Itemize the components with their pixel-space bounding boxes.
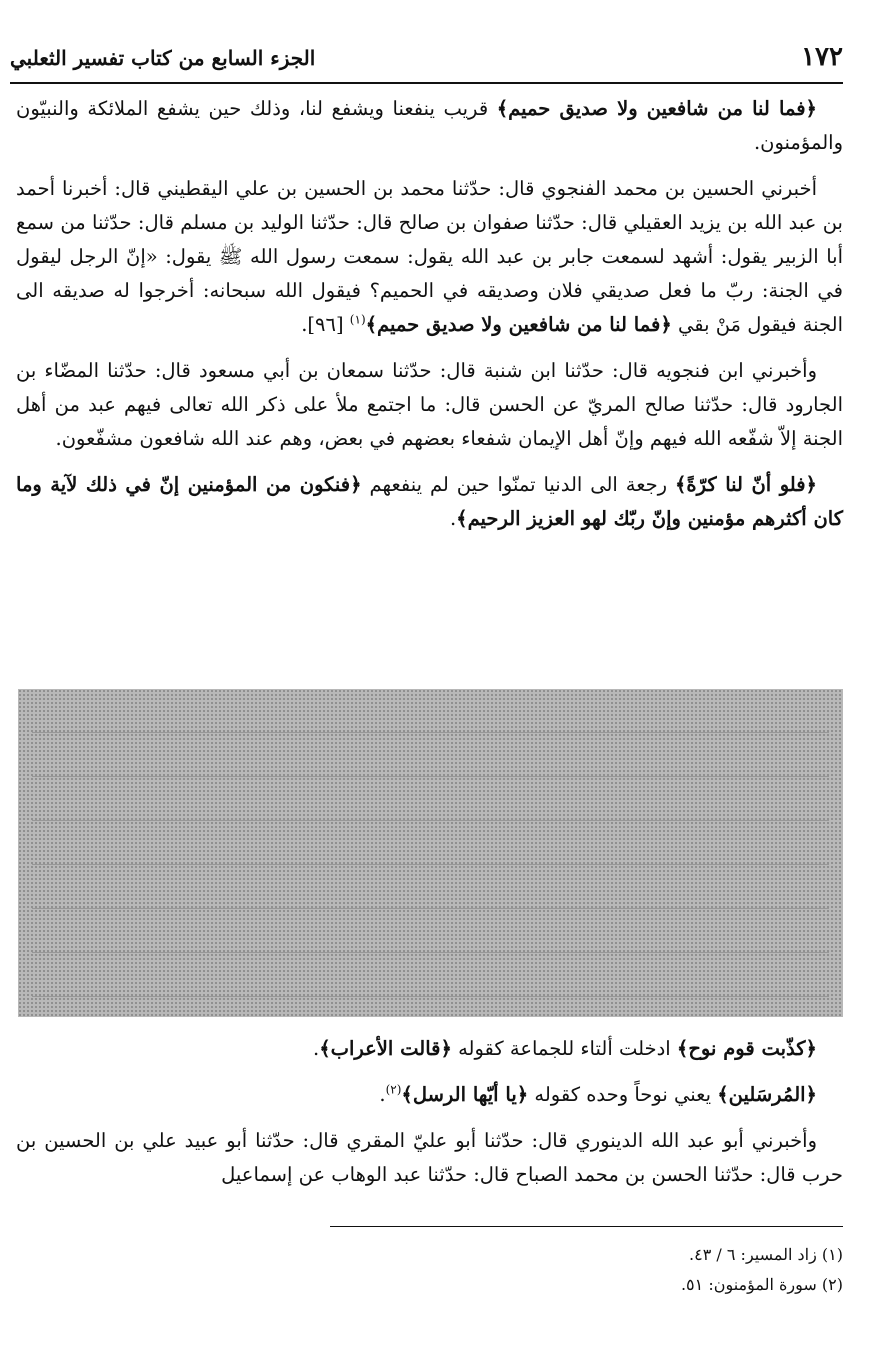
commentary-text: قريب ينفعنا ويشفع لنا، وذلك حين يشفع الملائكة والنبيّون والمؤمنون. <box>16 97 843 154</box>
quran-quote: ﴿فما لنا من شافعين ولا صديق حميم﴾ <box>365 313 672 336</box>
footnote-2: (٢) سورة المؤمنون: ٥١. <box>680 1275 843 1294</box>
paragraph-4 <box>16 468 843 536</box>
footnotes <box>300 1240 843 1300</box>
hadith-number: [٩٦]. <box>301 313 350 336</box>
quran-quote: ﴿فما لنا من شافعين ولا صديق حميم﴾ <box>496 97 817 120</box>
quran-quote: ﴿فلو أنّ لنا كرّةً﴾ <box>675 473 817 496</box>
commentary-text: رجعة الى الدنيا تمنّوا حين لم ينفعهم <box>361 473 675 496</box>
quran-line <box>32 826 829 865</box>
quran-line <box>32 738 829 777</box>
quran-quote: ﴿المُرسَلين﴾ <box>717 1083 817 1106</box>
quran-line <box>32 870 829 909</box>
footnote-ref: (١) <box>349 312 366 327</box>
quran-line <box>32 914 829 953</box>
punctuation: . <box>312 1037 320 1060</box>
paragraph-6 <box>16 1078 843 1112</box>
hadith-text: أخبرني الحسين بن محمد الفنجوي قال: حدّثنا محمد بن الحسين بن علي اليقطيني قال: أخبرنا أحمد بن عبد الله بن يزيد العقيلي قال: حدّثنا صفوان بن صالح قال: حدّثنا الوليد بن مسلم قال: حدّثنا من سمع أبا الزبير يقول: أشهد لسمعت جابر بن عبد الله يقول: سمعت رسول الله ﷺ يقول: «إنّ الرجل ليقول في الجنة: ربّ ما فعل صديقي فلان وصديقه في الحميم؟ فيقول الله سبحانه: أخرجوا له صديقه الى الجنة فيقول مَنْ بقي <box>16 177 843 336</box>
quran-line <box>32 694 829 733</box>
main-text <box>16 92 843 548</box>
quran-line <box>32 958 829 997</box>
commentary-text: يعني نوحاً وحده كقوله <box>528 1083 718 1106</box>
page-number: ١٧٢ <box>801 42 843 72</box>
quran-quote: ﴿فنكون من المؤمنين إنّ في ذلك لآية وما كان أكثرهم مؤمنين وإنّ ربّك لهو العزيز الرحيم﴾ <box>16 473 843 530</box>
quran-quote: ﴿يا أيّها الرسل﴾ <box>401 1083 529 1106</box>
footnote-ref: (٢) <box>385 1082 402 1097</box>
page-header <box>10 40 843 84</box>
main-text-continued <box>16 1032 843 1204</box>
punctuation: . <box>449 507 457 530</box>
hadith-text: وأخبرني ابن فنجويه قال: حدّثنا ابن شنبة قال: حدّثنا سمعان بن أبي مسعود قال: حدّثنا المضّاء بن الجارود قال: حدّثنا صالح المريّ عن الحسن قال: ما اجتمع ملأ على ذكر الله تعالى فيهم عبد من أهل الجنة إلاّ شفّعه الله فيهم وإنّ أهل الإيمان شفعاء بعضهم في بعض، وهم عند الله شافعون مشفّعون. <box>16 359 843 450</box>
paragraph-1 <box>16 92 843 160</box>
footnote-1: (١) زاد المسير: ٦ / ٤٣. <box>689 1245 843 1264</box>
running-title: الجزء السابع من كتاب تفسير الثعلبي <box>10 46 316 70</box>
paragraph-3 <box>16 354 843 456</box>
paragraph-2 <box>16 172 843 342</box>
quran-verses-image <box>18 689 843 1017</box>
footnote-divider <box>330 1226 843 1227</box>
paragraph-5 <box>16 1032 843 1066</box>
quran-quote: ﴿قالت الأعراب﴾ <box>319 1037 452 1060</box>
commentary-text: ادخلت ألتاء للجماعة كقوله <box>451 1037 677 1060</box>
punctuation: . <box>379 1083 386 1106</box>
quran-line <box>32 782 829 821</box>
hadith-text: وأخبرني أبو عبد الله الدينوري قال: حدّثنا أبو عليّ المقري قال: حدّثنا أبو عبيد علي بن الحسين بن حرب قال: حدّثنا الحسن بن محمد الصباح قال: حدّثنا عبد الوهاب عن إسماعيل <box>16 1129 843 1186</box>
quran-quote: ﴿كذّبت قوم نوح﴾ <box>676 1037 817 1060</box>
paragraph-7 <box>16 1124 843 1192</box>
